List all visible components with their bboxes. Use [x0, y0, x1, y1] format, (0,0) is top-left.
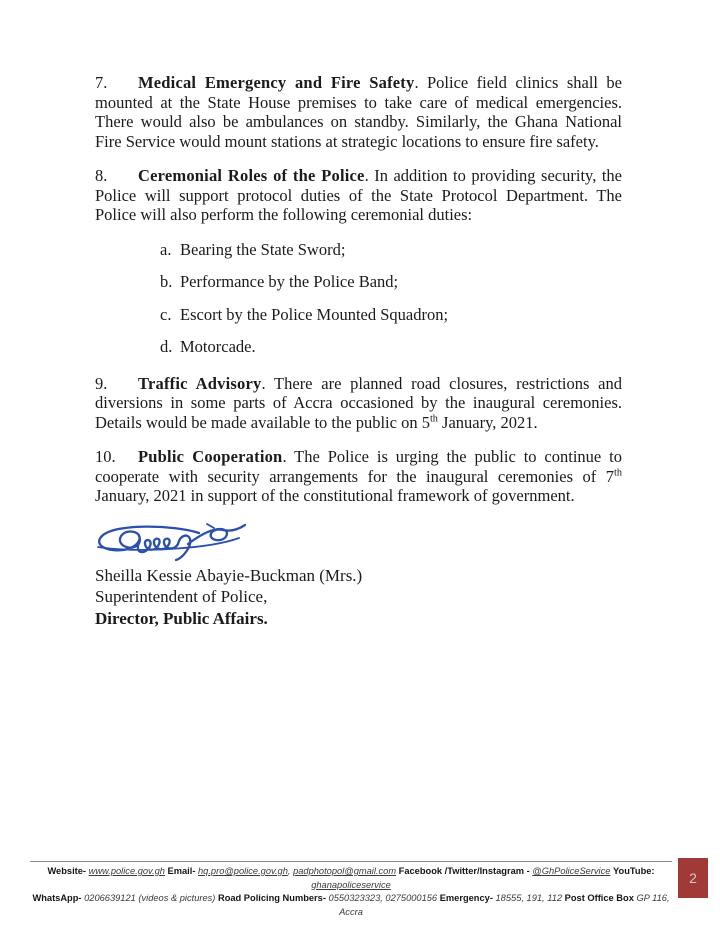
text-bold: Emergency- [439, 893, 496, 904]
text-bold: Email- [167, 866, 198, 876]
footer-line [30, 865, 672, 892]
text-run: January, 2021. [437, 412, 538, 432]
paragraph-number: 8. [95, 166, 108, 185]
document-body [95, 73, 622, 629]
list-marker: a. [160, 239, 172, 259]
text-bold: Traffic Advisory [138, 373, 262, 393]
signatory-rank: Superintendent of Police, [95, 587, 268, 606]
list-item [160, 337, 622, 357]
text-run: . The Police is urging the public to continue to cooperate with security arrangements for the inaugural ceremonies of 7 [95, 447, 622, 486]
text-bold: WhatsApp- [32, 893, 85, 904]
footer-link[interactable]: www.police.gov.gh [88, 866, 165, 876]
text-bold: Road Policing Numbers- [217, 893, 329, 904]
numbered-paragraph [95, 73, 622, 151]
list-item [160, 240, 622, 260]
text-run: 0206639121 (videos & pictures) [84, 893, 216, 904]
paragraph-number: 9. [95, 373, 108, 393]
text-run: 0550323323, 0275000156 [328, 893, 438, 904]
paragraph-number: 7. [95, 73, 108, 92]
list-marker: d. [160, 337, 173, 356]
footer-link[interactable]: @GhPoliceService [532, 866, 611, 876]
list-item-text: Performance by the Police Band; [180, 272, 399, 291]
text-bold: Medical Emergency and Fire Safety [138, 73, 415, 92]
numbered-paragraph [95, 166, 622, 225]
text-run: th [614, 467, 622, 478]
footer-link[interactable]: ghanapoliceservice [311, 879, 391, 890]
list-item-text: Escort by the Police Mounted Squadron; [180, 304, 449, 324]
list-item [160, 272, 622, 292]
document-paragraphs [95, 73, 622, 506]
text-bold: YouTube: [613, 866, 655, 876]
text-run: . In addition to providing security, the Police will support protocol duties of the State Protocol Department. The Police will also perform the following ceremonial duties: [95, 166, 622, 224]
text-run: 18555, 191, 112 [495, 893, 563, 904]
text-bold: Post Office Box [564, 893, 637, 904]
signatory-title: Director, Public Affairs. [95, 608, 268, 628]
numbered-paragraph [95, 447, 622, 506]
text-bold: Website- [47, 866, 89, 876]
signature-block [95, 521, 622, 630]
text-bold: Facebook /Twitter/Instagram - [398, 866, 533, 876]
numbered-paragraph [95, 374, 622, 433]
footer-line [30, 892, 672, 919]
paragraph-number: 10. [95, 447, 116, 466]
text-run: GP 116, Accra [339, 893, 670, 917]
text-run: th [429, 413, 438, 424]
text-run: . Police field clinics shall be mounted at the State House premises to take care of medical emergencies. There would also be ambulances on standby. Similarly, the Ghana National Fire Service would mount stations at strategic locations to ensure fire safety. [95, 73, 622, 151]
text-bold: Ceremonial Roles of the Police [138, 166, 365, 185]
list-marker: c. [160, 304, 172, 324]
footer-link[interactable]: hq.pro@police.gov.gh [198, 866, 288, 876]
text-bold: Public Cooperation [138, 447, 283, 466]
text-run: January, 2021 in support of the constitutional framework of government. [95, 486, 575, 505]
text-run: , [287, 866, 294, 876]
list-item-text: Motorcade. [180, 337, 256, 356]
signature-image [89, 521, 259, 565]
page-number-badge [678, 858, 708, 898]
ceremonial-duties-list [160, 240, 622, 357]
page-footer [30, 861, 672, 919]
signatory-name: Sheilla Kessie Abayie-Buckman (Mrs.) [95, 565, 363, 585]
footer-link[interactable]: padphotopol@gmail.com [293, 866, 397, 876]
list-item-text: Bearing the State Sword; [180, 239, 346, 259]
text-run: . There are planned road closures, restrictions and diversions in some parts of Accra occasioned by the inaugural ceremonies. Details would be made available to the public on 5 [95, 373, 622, 432]
list-item [160, 305, 622, 325]
page-number: 2 [689, 870, 697, 886]
list-marker: b. [160, 272, 173, 291]
